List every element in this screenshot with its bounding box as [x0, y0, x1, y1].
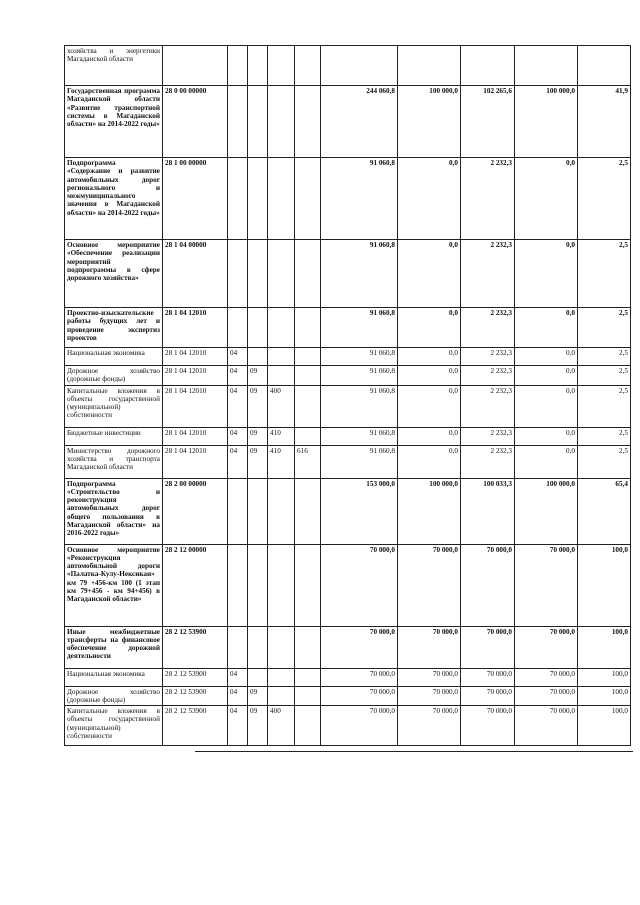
expense-type-code	[268, 544, 295, 626]
bottom-rule	[195, 751, 633, 752]
section-code: 04	[228, 706, 248, 746]
amount-4: 70 000,0	[515, 668, 578, 686]
section-code: 04	[228, 366, 248, 386]
amount-3	[461, 46, 515, 86]
budget-code: 28 1 04 00000	[163, 240, 228, 308]
expense-type-code	[268, 240, 295, 308]
table-row	[65, 706, 631, 746]
kosgu-code	[295, 706, 321, 746]
section-code: 04	[228, 348, 248, 366]
execution-percent: 2,5	[578, 308, 631, 348]
budget-code: 28 2 12 53900	[163, 686, 228, 706]
amount-4	[515, 46, 578, 86]
table-row	[65, 158, 631, 240]
subsection-code	[248, 158, 268, 240]
amount-4: 0,0	[515, 385, 578, 427]
amount-2: 100 000,0	[398, 86, 461, 158]
row-name: Национальная экономика	[65, 348, 163, 366]
row-name: Подпрограмма «Строительство и реконструкция автомобильных дорог общего пользования в Магаданской области» на 2016-2022 годы»	[65, 478, 163, 544]
expense-type-code	[268, 348, 295, 366]
amount-2: 0,0	[398, 366, 461, 386]
kosgu-code	[295, 668, 321, 686]
table-row	[65, 478, 631, 544]
expense-type-code	[268, 686, 295, 706]
amount-4: 0,0	[515, 158, 578, 240]
amount-2: 100 000,0	[398, 478, 461, 544]
amount-2: 70 000,0	[398, 626, 461, 668]
execution-percent: 2,5	[578, 385, 631, 427]
table-row	[65, 544, 631, 626]
table-row	[65, 626, 631, 668]
subsection-code: 09	[248, 427, 268, 445]
plan-amount	[321, 46, 398, 86]
budget-code: 28 0 00 00000	[163, 86, 228, 158]
subsection-code	[248, 46, 268, 86]
kosgu-code	[295, 86, 321, 158]
execution-percent: 100,0	[578, 668, 631, 686]
execution-percent: 100,0	[578, 544, 631, 626]
plan-amount: 153 000,0	[321, 478, 398, 544]
execution-percent: 2,5	[578, 158, 631, 240]
plan-amount: 91 060,8	[321, 427, 398, 445]
expense-type-code	[268, 308, 295, 348]
budget-code: 28 2 12 53900	[163, 706, 228, 746]
amount-3: 70 000,0	[461, 626, 515, 668]
expense-type-code	[268, 366, 295, 386]
budget-code: 28 1 04 12010	[163, 348, 228, 366]
amount-4: 70 000,0	[515, 686, 578, 706]
kosgu-code	[295, 308, 321, 348]
plan-amount: 70 000,0	[321, 544, 398, 626]
kosgu-code	[295, 46, 321, 86]
row-name: Капитальные вложения в объекты государственной (муниципальной) собственности	[65, 706, 163, 746]
amount-4: 0,0	[515, 445, 578, 478]
section-code	[228, 626, 248, 668]
budget-code: 28 1 04 12010	[163, 445, 228, 478]
budget-code: 28 2 12 00000	[163, 544, 228, 626]
budget-code: 28 1 04 12010	[163, 366, 228, 386]
amount-4: 70 000,0	[515, 626, 578, 668]
expense-type-code	[268, 158, 295, 240]
amount-2: 0,0	[398, 445, 461, 478]
amount-4: 100 000,0	[515, 478, 578, 544]
row-name: Министерство дорожного хозяйства и транспорта Магаданской области	[65, 445, 163, 478]
kosgu-code	[295, 478, 321, 544]
execution-percent: 100,0	[578, 686, 631, 706]
row-name: Капитальные вложения в объекты государственной (муниципальной) собственности	[65, 385, 163, 427]
subsection-code	[248, 86, 268, 158]
expense-type-code: 400	[268, 385, 295, 427]
expense-type-code	[268, 668, 295, 686]
section-code	[228, 158, 248, 240]
row-name: Проектно-изыскательские работы будущих лет и проведение экспертиз проектов	[65, 308, 163, 348]
row-name: Основное мероприятие «Обеспечение реализации мероприятий подпрограммы в сфере дорожного хозяйства»	[65, 240, 163, 308]
amount-4: 70 000,0	[515, 544, 578, 626]
subsection-code	[248, 308, 268, 348]
table-row	[65, 348, 631, 366]
row-name: хозяйства и энергетики Магаданской области	[65, 46, 163, 86]
kosgu-code	[295, 427, 321, 445]
subsection-code	[248, 626, 268, 668]
table-row	[65, 427, 631, 445]
plan-amount: 91 060,8	[321, 348, 398, 366]
amount-2: 70 000,0	[398, 668, 461, 686]
subsection-code	[248, 348, 268, 366]
execution-percent: 2,5	[578, 427, 631, 445]
amount-3: 70 000,0	[461, 668, 515, 686]
kosgu-code	[295, 686, 321, 706]
execution-percent: 100,0	[578, 706, 631, 746]
amount-2: 70 000,0	[398, 706, 461, 746]
kosgu-code: 616	[295, 445, 321, 478]
row-name: Иные межбюджетные трансферты на финансовое обеспечение дорожной деятельности	[65, 626, 163, 668]
expense-type-code	[268, 478, 295, 544]
execution-percent: 2,5	[578, 445, 631, 478]
budget-code: 28 1 04 12010	[163, 427, 228, 445]
row-name: Национальная экономика	[65, 668, 163, 686]
subsection-code: 09	[248, 706, 268, 746]
section-code: 04	[228, 445, 248, 478]
section-code	[228, 478, 248, 544]
row-name: Бюджетные инвестиции	[65, 427, 163, 445]
table-row	[65, 445, 631, 478]
plan-amount: 91 060,8	[321, 366, 398, 386]
subsection-code	[248, 544, 268, 626]
kosgu-code	[295, 366, 321, 386]
plan-amount: 91 060,8	[321, 385, 398, 427]
amount-2: 0,0	[398, 427, 461, 445]
plan-amount: 91 060,8	[321, 158, 398, 240]
amount-4: 0,0	[515, 308, 578, 348]
section-code	[228, 240, 248, 308]
execution-percent: 2,5	[578, 348, 631, 366]
amount-3: 2 232,3	[461, 427, 515, 445]
amount-2: 0,0	[398, 385, 461, 427]
budget-code: 28 2 00 00000	[163, 478, 228, 544]
execution-percent: 2,5	[578, 240, 631, 308]
amount-2: 0,0	[398, 240, 461, 308]
amount-2: 70 000,0	[398, 686, 461, 706]
amount-2: 0,0	[398, 158, 461, 240]
table-row	[65, 46, 631, 86]
section-code	[228, 308, 248, 348]
kosgu-code	[295, 544, 321, 626]
execution-percent: 2,5	[578, 366, 631, 386]
amount-2	[398, 46, 461, 86]
section-code: 04	[228, 686, 248, 706]
section-code: 04	[228, 668, 248, 686]
row-name: Государственная программа Магаданской области «Развитие транспортной системы в Магаданской области» на 2014-2022 годы»	[65, 86, 163, 158]
execution-percent: 100,0	[578, 626, 631, 668]
plan-amount: 91 060,8	[321, 240, 398, 308]
budget-code: 28 2 12 53900	[163, 626, 228, 668]
expense-type-code	[268, 86, 295, 158]
row-name: Подпрограмма «Содержание и развитие автомобильных дорог регионального и межмуниципального значения в Магаданской области» на 2014-2022 годы»	[65, 158, 163, 240]
subsection-code: 09	[248, 445, 268, 478]
row-name: Дорожное хозяйство (дорожные фонды)	[65, 366, 163, 386]
budget-code: 28 1 04 12010	[163, 308, 228, 348]
section-code: 04	[228, 427, 248, 445]
plan-amount: 70 000,0	[321, 626, 398, 668]
subsection-code	[248, 240, 268, 308]
amount-4: 0,0	[515, 240, 578, 308]
subsection-code	[248, 478, 268, 544]
plan-amount: 91 060,8	[321, 308, 398, 348]
amount-3: 2 232,3	[461, 348, 515, 366]
kosgu-code	[295, 385, 321, 427]
plan-amount: 70 000,0	[321, 706, 398, 746]
amount-3: 70 000,0	[461, 706, 515, 746]
amount-3: 2 232,3	[461, 366, 515, 386]
table-row	[65, 366, 631, 386]
amount-4: 0,0	[515, 366, 578, 386]
subsection-code: 09	[248, 686, 268, 706]
amount-3: 2 232,3	[461, 308, 515, 348]
row-name: Основное мероприятие «Реконструкция автомобильной дороги «Палатка-Кулу-Нексикан» км 79 +456-км 100 (1 этап км 79+456 - км 94+456) в Магаданской области»	[65, 544, 163, 626]
amount-4: 70 000,0	[515, 706, 578, 746]
expense-type-code: 410	[268, 445, 295, 478]
amount-4: 100 000,0	[515, 86, 578, 158]
amount-3: 70 000,0	[461, 686, 515, 706]
section-code: 04	[228, 385, 248, 427]
amount-4: 0,0	[515, 348, 578, 366]
expense-type-code	[268, 46, 295, 86]
execution-percent	[578, 46, 631, 86]
amount-2: 70 000,0	[398, 544, 461, 626]
amount-4: 0,0	[515, 427, 578, 445]
plan-amount: 70 000,0	[321, 668, 398, 686]
amount-3: 2 232,3	[461, 158, 515, 240]
budget-code: 28 2 12 53900	[163, 668, 228, 686]
amount-2: 0,0	[398, 348, 461, 366]
plan-amount: 70 000,0	[321, 686, 398, 706]
amount-3: 100 033,3	[461, 478, 515, 544]
amount-3: 2 232,3	[461, 385, 515, 427]
kosgu-code	[295, 240, 321, 308]
kosgu-code	[295, 626, 321, 668]
table-row	[65, 385, 631, 427]
budget-code: 28 1 04 12010	[163, 385, 228, 427]
row-name: Дорожное хозяйство (дорожные фонды)	[65, 686, 163, 706]
kosgu-code	[295, 158, 321, 240]
expense-type-code: 410	[268, 427, 295, 445]
budget-table	[64, 45, 631, 746]
amount-3: 2 232,3	[461, 445, 515, 478]
table-row	[65, 308, 631, 348]
table-row	[65, 86, 631, 158]
expense-type-code	[268, 626, 295, 668]
subsection-code	[248, 668, 268, 686]
execution-percent: 65,4	[578, 478, 631, 544]
amount-3: 2 232,3	[461, 240, 515, 308]
table-row	[65, 686, 631, 706]
amount-3: 102 265,6	[461, 86, 515, 158]
plan-amount: 244 060,8	[321, 86, 398, 158]
budget-code: 28 1 00 00000	[163, 158, 228, 240]
execution-percent: 41,9	[578, 86, 631, 158]
kosgu-code	[295, 348, 321, 366]
subsection-code: 09	[248, 366, 268, 386]
section-code	[228, 46, 248, 86]
subsection-code: 09	[248, 385, 268, 427]
section-code	[228, 544, 248, 626]
table-row	[65, 240, 631, 308]
amount-3: 70 000,0	[461, 544, 515, 626]
table-row	[65, 668, 631, 686]
section-code	[228, 86, 248, 158]
plan-amount: 91 060,8	[321, 445, 398, 478]
budget-code	[163, 46, 228, 86]
amount-2: 0,0	[398, 308, 461, 348]
expense-type-code: 400	[268, 706, 295, 746]
